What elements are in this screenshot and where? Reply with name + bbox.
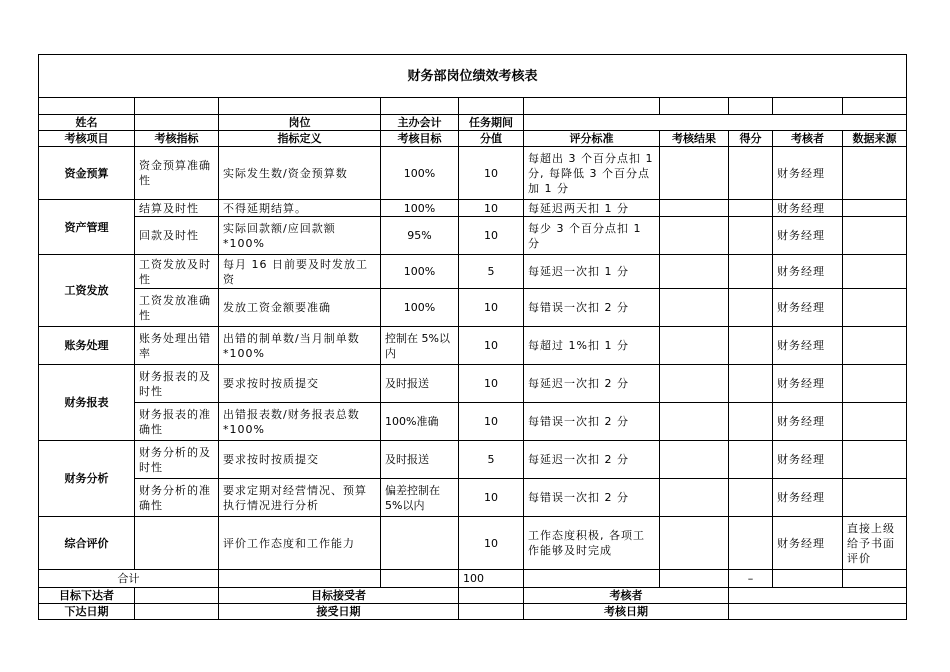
definition-cell: 要求定期对经营情况、预算执行情况进行分析 [219, 479, 381, 517]
definition-cell: 评价工作态度和工作能力 [219, 517, 381, 570]
standard-cell: 每错误一次扣 2 分 [524, 479, 660, 517]
table-row [39, 517, 907, 570]
points-cell[interactable] [729, 441, 773, 479]
period-value[interactable] [524, 115, 907, 131]
score-cell: 10 [459, 517, 524, 570]
indicator-cell: 财务报表的准确性 [135, 403, 219, 441]
points-cell[interactable] [729, 217, 773, 255]
total-row [39, 570, 907, 588]
assessor-cell: 财务经理 [773, 147, 843, 200]
definition-cell: 每月 16 日前要及时发放工资 [219, 255, 381, 289]
score-cell: 10 [459, 327, 524, 365]
target-cell: 95% [381, 217, 459, 255]
indicator-cell: 财务分析的准确性 [135, 479, 219, 517]
points-cell[interactable] [729, 403, 773, 441]
definition-cell: 发放工资金额要准确 [219, 289, 381, 327]
item-cell: 财务报表 [39, 365, 135, 441]
assessor-cell: 财务经理 [773, 479, 843, 517]
result-cell[interactable] [660, 327, 729, 365]
table-row [39, 217, 907, 255]
assign-date-label: 下达日期 [39, 604, 135, 620]
target-cell: 100% [381, 255, 459, 289]
result-cell[interactable] [660, 365, 729, 403]
score-cell: 10 [459, 365, 524, 403]
source-cell [843, 147, 907, 200]
result-cell[interactable] [660, 200, 729, 217]
definition-cell: 不得延期结算。 [219, 200, 381, 217]
assessor-cell: 财务经理 [773, 441, 843, 479]
table-row [39, 365, 907, 403]
source-cell [843, 289, 907, 327]
standard-cell: 每超过 1%扣 1 分 [524, 327, 660, 365]
indicator-cell: 财务分析的及时性 [135, 441, 219, 479]
item-cell: 综合评价 [39, 517, 135, 570]
target-cell: 偏差控制在 5%以内 [381, 479, 459, 517]
standard-cell: 每错误一次扣 2 分 [524, 289, 660, 327]
points-cell[interactable] [729, 479, 773, 517]
standard-cell: 每错误一次扣 2 分 [524, 403, 660, 441]
assessor-cell: 财务经理 [773, 517, 843, 570]
indicator-cell [135, 517, 219, 570]
indicator-cell: 工资发放及时性 [135, 255, 219, 289]
definition-cell: 实际发生数/资金预算数 [219, 147, 381, 200]
standard-cell: 每延迟一次扣 1 分 [524, 255, 660, 289]
points-cell[interactable] [729, 200, 773, 217]
target-cell: 100% [381, 289, 459, 327]
position-label: 岗位 [219, 115, 381, 131]
table-row [39, 441, 907, 479]
table-row [39, 479, 907, 517]
score-cell: 5 [459, 255, 524, 289]
result-cell[interactable] [660, 479, 729, 517]
date-row [39, 604, 907, 620]
total-score: 100 [459, 570, 524, 588]
header-source: 数据来源 [843, 131, 907, 147]
target-cell: 及时报送 [381, 365, 459, 403]
assessor-cell: 财务经理 [773, 255, 843, 289]
header-row [39, 131, 907, 147]
indicator-cell: 账务处理出错率 [135, 327, 219, 365]
score-cell: 10 [459, 403, 524, 441]
assessor-cell: 财务经理 [773, 217, 843, 255]
table-row [39, 147, 907, 200]
target-cell: 100% [381, 200, 459, 217]
appraisal-table [38, 54, 907, 620]
assessor-value[interactable] [729, 588, 907, 604]
table-row [39, 327, 907, 365]
score-cell: 5 [459, 441, 524, 479]
header-indicator: 考核指标 [135, 131, 219, 147]
item-cell: 财务分析 [39, 441, 135, 517]
table-row [39, 289, 907, 327]
table-row [39, 255, 907, 289]
score-cell: 10 [459, 200, 524, 217]
score-cell: 10 [459, 289, 524, 327]
assessor-cell: 财务经理 [773, 365, 843, 403]
indicator-cell: 回款及时性 [135, 217, 219, 255]
definition-cell: 出错的制单数/当月制单数*100% [219, 327, 381, 365]
item-cell: 资金预算 [39, 147, 135, 200]
points-cell[interactable] [729, 517, 773, 570]
total-dash: – [729, 570, 773, 588]
source-cell [843, 327, 907, 365]
receiver-value[interactable] [459, 588, 524, 604]
assigner-label: 目标下达者 [39, 588, 135, 604]
definition-cell: 出错报表数/财务报表总数*100% [219, 403, 381, 441]
target-cell: 及时报送 [381, 441, 459, 479]
appraisal-sheet [38, 54, 907, 620]
standard-cell: 每超出 3 个百分点扣 1 分, 每降低 3 个百分点加 1 分 [524, 147, 660, 200]
points-cell[interactable] [729, 327, 773, 365]
assess-date-label: 考核日期 [524, 604, 729, 620]
points-cell[interactable] [729, 147, 773, 200]
item-cell: 工资发放 [39, 255, 135, 327]
definition-cell: 要求按时按质提交 [219, 441, 381, 479]
score-cell: 10 [459, 217, 524, 255]
standard-cell: 每延迟一次扣 2 分 [524, 441, 660, 479]
total-label: 合计 [39, 570, 219, 588]
source-cell [843, 255, 907, 289]
header-score: 分值 [459, 131, 524, 147]
target-cell: 100% [381, 147, 459, 200]
period-label: 任务期间 [459, 115, 524, 131]
name-value[interactable] [135, 115, 219, 131]
assigner-value[interactable] [135, 588, 219, 604]
header-item: 考核项目 [39, 131, 135, 147]
info-row [39, 115, 907, 131]
source-cell [843, 365, 907, 403]
result-cell[interactable] [660, 441, 729, 479]
target-cell: 100%准确 [381, 403, 459, 441]
blank-row [39, 98, 907, 115]
header-definition: 指标定义 [219, 131, 381, 147]
assign-date-value[interactable] [135, 604, 219, 620]
item-cell: 账务处理 [39, 327, 135, 365]
score-cell: 10 [459, 479, 524, 517]
target-cell [381, 517, 459, 570]
source-cell [843, 403, 907, 441]
points-cell[interactable] [729, 255, 773, 289]
indicator-cell: 财务报表的及时性 [135, 365, 219, 403]
indicator-cell: 资金预算准确性 [135, 147, 219, 200]
standard-cell: 工作态度积极, 各项工作能够及时完成 [524, 517, 660, 570]
position-value: 主办会计 [381, 115, 459, 131]
source-cell [843, 479, 907, 517]
assessor-label: 考核者 [524, 588, 729, 604]
table-row [39, 200, 907, 217]
source-cell [843, 200, 907, 217]
header-points: 得分 [729, 131, 773, 147]
receiver-label: 目标接受者 [219, 588, 459, 604]
points-cell[interactable] [729, 289, 773, 327]
result-cell[interactable] [660, 517, 729, 570]
item-cell: 资产管理 [39, 200, 135, 255]
header-target: 考核目标 [381, 131, 459, 147]
standard-cell: 每延迟两天扣 1 分 [524, 200, 660, 217]
source-cell: 直接上级给予书面评价 [843, 517, 907, 570]
header-standard: 评分标准 [524, 131, 660, 147]
sheet-title: 财务部岗位绩效考核表 [39, 55, 907, 98]
receive-date-label: 接受日期 [219, 604, 459, 620]
assessor-cell: 财务经理 [773, 327, 843, 365]
assessor-cell: 财务经理 [773, 403, 843, 441]
result-cell[interactable] [660, 289, 729, 327]
header-assessor: 考核者 [773, 131, 843, 147]
signature-row [39, 588, 907, 604]
standard-cell: 每少 3 个百分点扣 1 分 [524, 217, 660, 255]
result-cell[interactable] [660, 217, 729, 255]
score-cell: 10 [459, 147, 524, 200]
indicator-cell: 工资发放准确性 [135, 289, 219, 327]
receive-date-value[interactable] [459, 604, 524, 620]
result-cell[interactable] [660, 403, 729, 441]
indicator-cell: 结算及时性 [135, 200, 219, 217]
assess-date-value[interactable] [729, 604, 907, 620]
definition-cell: 实际回款额/应回款额*100% [219, 217, 381, 255]
definition-cell: 要求按时按质提交 [219, 365, 381, 403]
source-cell [843, 441, 907, 479]
source-cell [843, 217, 907, 255]
assessor-cell: 财务经理 [773, 289, 843, 327]
name-label: 姓名 [39, 115, 135, 131]
result-cell[interactable] [660, 255, 729, 289]
assessor-cell: 财务经理 [773, 200, 843, 217]
header-result: 考核结果 [660, 131, 729, 147]
points-cell[interactable] [729, 365, 773, 403]
standard-cell: 每延迟一次扣 2 分 [524, 365, 660, 403]
table-row [39, 403, 907, 441]
result-cell[interactable] [660, 147, 729, 200]
target-cell: 控制在 5%以内 [381, 327, 459, 365]
